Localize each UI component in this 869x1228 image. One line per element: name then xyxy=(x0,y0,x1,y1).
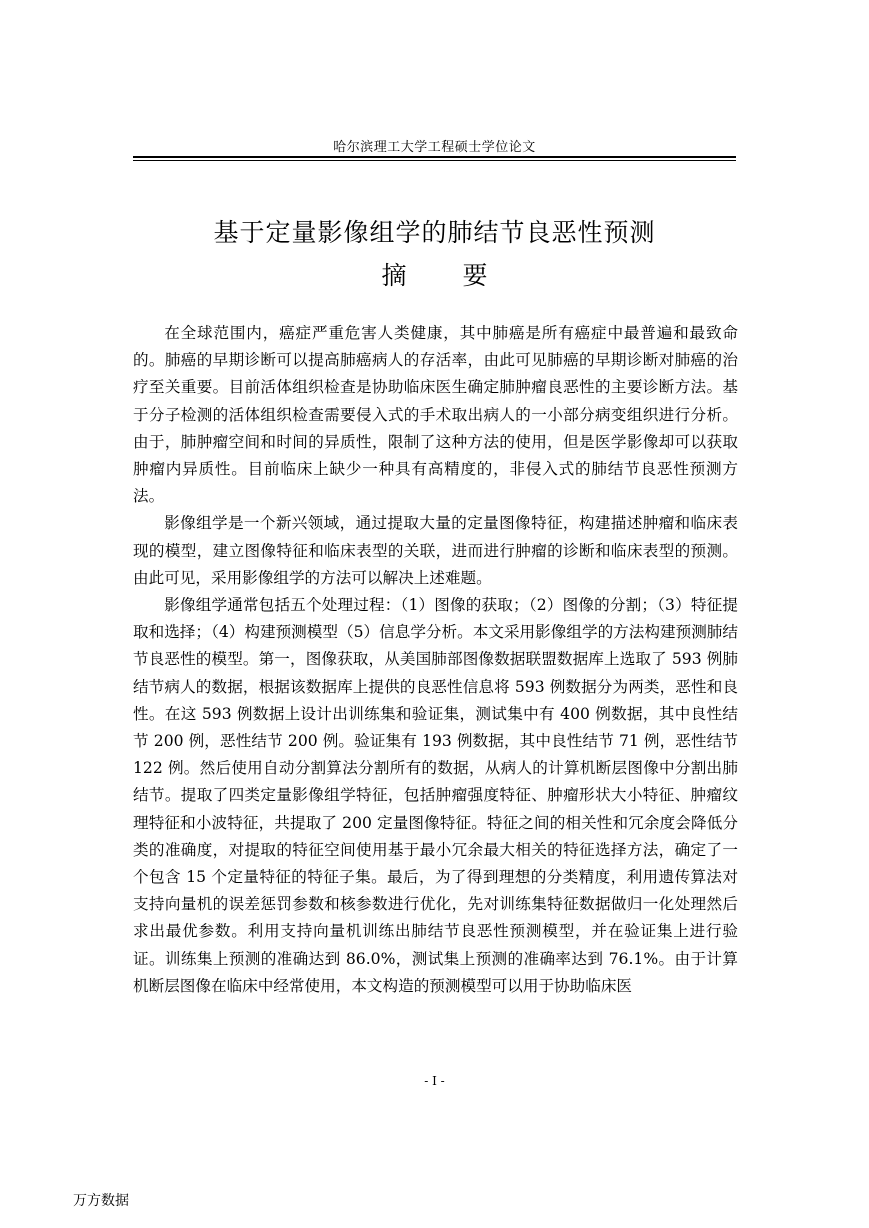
header-rule-thick xyxy=(133,156,736,158)
watermark: 万方数据 xyxy=(73,1193,129,1209)
thesis-title: 基于定量影像组学的肺结节良恶性预测 xyxy=(213,217,656,247)
abstract-heading: 摘 要 xyxy=(381,261,512,290)
abstract-body xyxy=(133,320,738,1000)
abstract-paragraph: 影像组学是一个新兴领域，通过提取大量的定量图像特征，构建描述肿瘤和临床表现的模型，建立图像特征和临床表型的关联，进而进行肿瘤的诊断和临床表型的预测。由此可见，采用影像组学的方法可以解决上述难题。 xyxy=(133,514,738,587)
page-number: - I - xyxy=(424,1074,445,1088)
running-header: 哈尔滨理工大学工程硕士学位论文 xyxy=(333,140,536,155)
header-rule-thin xyxy=(133,160,736,161)
abstract-paragraph: 在全球范围内，癌症严重危害人类健康，其中肺癌是所有癌症中最普遍和最致命的。肺癌的早期诊断可以提高肺癌病人的存活率，由此可见肺癌的早期诊断对肺癌的治疗至关重要。目前活体组织检查是协助临床医生确定肺肿瘤良恶性的主要诊断方法。基于分子检测的活体组织检查需要侵入式的手术取出病人的一小部分病变组织进行分析。由于，肺肿瘤空间和时间的异质性，限制了这种方法的使用，但是医学影像却可以获取肿瘤内异质性。目前临床上缺少一种具有高精度的，非侵入式的肺结节良恶性预测方法。 xyxy=(133,324,738,506)
abstract-paragraph: 影像组学通常包括五个处理过程：（1）图像的获取；（2）图像的分割；（3）特征提取和选择；（4）构建预测模型（5）信息学分析。本文采用影像组学的方法构建预测肺结节良恶性的模型。第一，图像获取，从美国肺部图像数据联盟数据库上选取了 593 例肺结节病人的数据，根据该数据库上提供的良恶性信息将 593 例数据分为两类，恶性和良性。在这 593 例数据上设计出训练集和验证集，测试集中有 400 例数据，其中良性结节 200 例，恶性结节 200 例。验证集有 193 例数据，其中良性结节 71 例，恶性结节 122 例。然后使用自动分割算法分割所有的数据，从病人的计算机断层图像中分割出肺结节。提取了四类定量影像组学特征，包括肿瘤强度特征、肿瘤形状大小特征、肿瘤纹理特征和小波特征，共提取了 200 定量图像特征。特征之间的相关性和冗余度会降低分类的准确度，对提取的特征空间使用基于最小冗余最大相关的特征选择方法，确定了一个包含 15 个定量特征的特征子集。最后，为了得到理想的分类精度，利用遗传算法对支持向量机的误差惩罚参数和核参数进行优化，先对训练集特征数据做归一化处理然后求出最优参数。利用支持向量机训练出肺结节良恶性预测模型，并在验证集上进行验证。训练集上预测的准确达到 86.0%，测试集上预测的准确率达到 76.1%。由于计算机断层图像在临床中经常使用，本文构造的预测模型可以用于协助临床医 xyxy=(133,596,738,995)
